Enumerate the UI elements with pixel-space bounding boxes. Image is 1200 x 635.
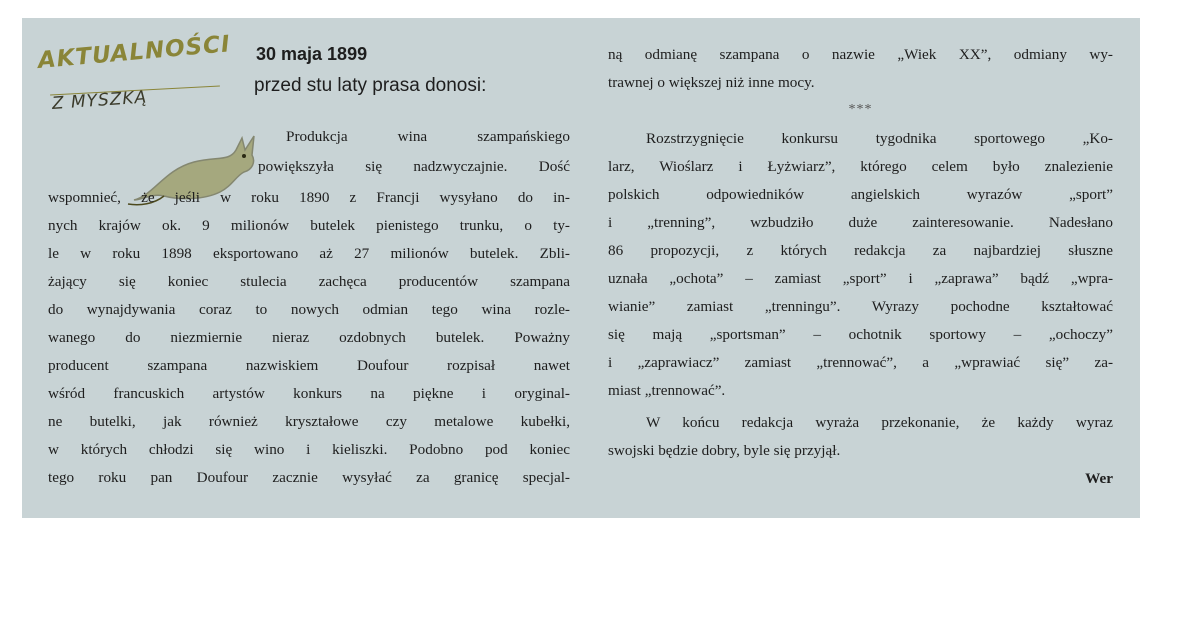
text-line: wspomnieć, że jeśli w roku 1890 z Francji wysyłano do in- bbox=[48, 189, 570, 206]
text-line: ne butelki, jak również kryształowe czy metalowe kubełki, bbox=[48, 413, 570, 430]
text-line: wanego do niezmiernie nieraz ozdobnych butelek. Poważny bbox=[48, 329, 570, 346]
text-line: trawnej o większej niż inne mocy. bbox=[608, 74, 815, 91]
text-line: 86 propozycji, z których redakcja za najbardziej słuszne bbox=[608, 242, 1113, 259]
text-line: larz, Wioślarz i Łyżwiarz”, którego celem było znalezienie bbox=[608, 158, 1113, 175]
text-line: Rozstrzygnięcie konkursu tygodnika sportowego „Ko- bbox=[646, 130, 1113, 147]
text-line: ną odmianę szampana o nazwie „Wiek XX”, odmiany wy- bbox=[608, 46, 1113, 63]
article-subtitle: przed stu laty prasa donosi: bbox=[254, 75, 487, 96]
text-line: w których chłodzi się wino i kieliszki. Podobno pod koniec bbox=[48, 441, 570, 458]
text-line: i „trenning”, wzbudziło duże zainteresowanie. Nadesłano bbox=[608, 214, 1113, 231]
text-line: wśród francuskich artystów konkurs na piękne i oryginal- bbox=[48, 385, 570, 402]
text-line: nych krajów ok. 9 milionów butelek pienistego trunku, o ty- bbox=[48, 217, 570, 234]
text-line: Produkcja wina szampańskiego bbox=[286, 128, 570, 145]
logo-subtitle: Z MYSZKĄ bbox=[51, 87, 148, 114]
text-line: swojski będzie dobry, byle się przyjął. bbox=[608, 442, 841, 459]
section-separator: *** bbox=[848, 102, 873, 117]
text-line: i „zaprawiacz” zamiast „trennować”, a „wprawiać się” za- bbox=[608, 354, 1113, 371]
text-line: powiększyła się nadzwyczajnie. Dość bbox=[258, 158, 570, 175]
text-line: żający się koniec stulecia zachęca producentów szampana bbox=[48, 273, 570, 290]
text-line: się mają „sportsman” – ochotnik sportowy – „ochoczy” bbox=[608, 326, 1113, 343]
text-line: W końcu redakcja wyraża przekonanie, że każdy wyraz bbox=[646, 414, 1113, 431]
text-line: polskich odpowiedników angielskich wyrazów „sport” bbox=[608, 186, 1113, 203]
text-line: producent szampana nazwiskiem Doufour rozpisał nawet bbox=[48, 357, 570, 374]
text-line: tego roku pan Doufour zacznie wysyłać za granicę specjal- bbox=[48, 469, 570, 486]
text-line: uznała „ochota” – zamiast „sport” i „zaprawa” bądź „wpra- bbox=[608, 270, 1113, 287]
logo-title: AKTUALNOŚCI bbox=[36, 31, 232, 74]
text-line: do wynajdywania coraz to nowych odmian tego wina rozle- bbox=[48, 301, 570, 318]
text-line: le w roku 1898 eksportowano aż 27 milionów butelek. Zbli- bbox=[48, 245, 570, 262]
text-line: wianie” zamiast „trenningu”. Wyrazy pochodne kształtować bbox=[608, 298, 1113, 315]
author-signature: Wer bbox=[1085, 470, 1113, 487]
column-logo bbox=[32, 31, 237, 180]
article-date: 30 maja 1899 bbox=[256, 44, 368, 64]
text-line: miast „trennować”. bbox=[608, 382, 726, 399]
